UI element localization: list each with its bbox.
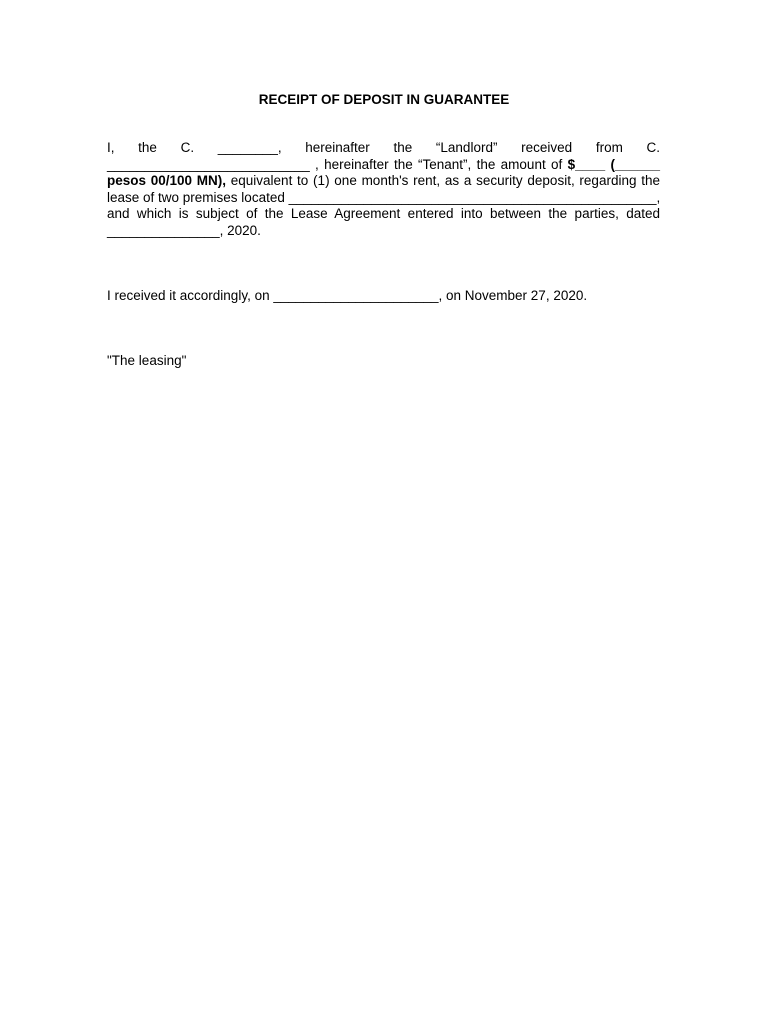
paragraph-line-6: _______________, 2020. [107,222,261,238]
pesos-text: pesos 00/100 MN), [107,173,227,188]
receipt-paragraph [107,140,660,239]
tenant-amount-text: ___________________________ , hereinafter the “Tenant”, the amount of [107,156,568,172]
paragraph-line-3 [107,173,660,190]
received-statement: I received it accordingly, on ______________________, on November 27, 2020. [107,288,588,303]
paragraph-line-5: and which is subject of the Lease Agreement entered into between the parties, dated [107,206,660,221]
paragraph-line-2 [107,157,660,174]
security-deposit-text: equivalent to (1) one month's rent, as a security deposit, regarding the [226,173,660,188]
document-title: RECEIPT OF DEPOSIT IN GUARANTEE [258,92,510,107]
signature-label: "The leasing" [107,353,187,368]
paragraph-line-1: I, the C. ________, hereinafter the “Landlord” received from C. [107,140,660,155]
amount-blank: $____ (______ [567,156,660,172]
paragraph-line-4: lease of two premises located _________________________________________________, [107,189,661,205]
